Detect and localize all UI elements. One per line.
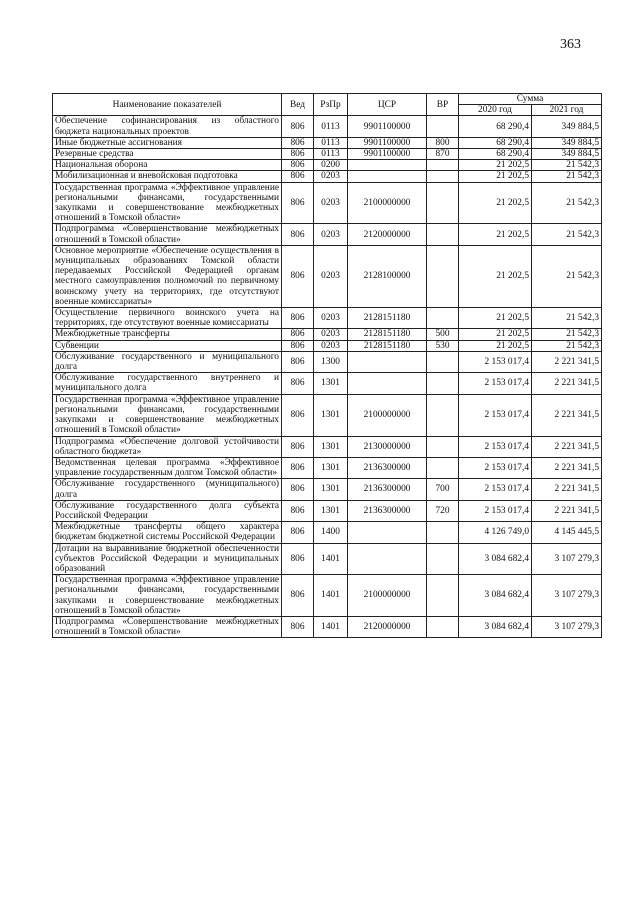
cell-sum-2020: 68 290,4 xyxy=(459,116,532,137)
col-header-2021: 2021 год xyxy=(532,105,602,116)
table-row xyxy=(53,160,602,171)
page-number: 363 xyxy=(560,37,581,52)
cell-ved: 806 xyxy=(282,575,314,617)
cell-sum-2021: 349 884,5 xyxy=(532,149,602,160)
cell-sum-2020: 68 290,4 xyxy=(459,137,532,148)
cell-name: Межбюджетные трансферты xyxy=(53,329,282,340)
table-row xyxy=(53,543,602,575)
cell-csr: 2128151180 xyxy=(348,329,427,340)
cell-vr xyxy=(427,160,459,171)
cell-ved: 806 xyxy=(282,543,314,575)
cell-rzpr: 1301 xyxy=(314,394,348,436)
col-header-rzpr: РзПр xyxy=(314,94,348,116)
cell-vr xyxy=(427,575,459,617)
table-row xyxy=(53,171,602,182)
cell-sum-2020: 3 084 682,4 xyxy=(459,616,532,637)
cell-sum-2021: 21 542,3 xyxy=(532,329,602,340)
table-row xyxy=(53,616,602,637)
cell-sum-2020: 2 153 017,4 xyxy=(459,436,532,457)
table-row xyxy=(53,575,602,617)
cell-sum-2021: 4 145 445,5 xyxy=(532,522,602,543)
cell-ved: 806 xyxy=(282,436,314,457)
cell-sum-2021: 2 221 341,5 xyxy=(532,373,602,394)
cell-ved: 806 xyxy=(282,171,314,182)
cell-sum-2020: 2 153 017,4 xyxy=(459,500,532,521)
cell-rzpr: 0203 xyxy=(314,329,348,340)
cell-csr: 2136300000 xyxy=(348,479,427,500)
col-header-csr: ЦСР xyxy=(348,94,427,116)
cell-sum-2020: 3 084 682,4 xyxy=(459,575,532,617)
cell-csr xyxy=(348,160,427,171)
cell-vr xyxy=(427,308,459,329)
cell-rzpr: 0203 xyxy=(314,171,348,182)
cell-name: Государственная программа «Эффективное управление региональными финансами, государственными закупками и совершенствование межбюджетных отношений в Томской области» xyxy=(53,394,282,436)
cell-csr xyxy=(348,351,427,372)
cell-vr: 530 xyxy=(427,340,459,351)
col-header-sum: Сумма xyxy=(459,94,602,105)
cell-sum-2020: 4 126 749,0 xyxy=(459,522,532,543)
cell-csr: 2100000000 xyxy=(348,394,427,436)
cell-csr: 2128151180 xyxy=(348,308,427,329)
table-row xyxy=(53,436,602,457)
table-row xyxy=(53,329,602,340)
cell-sum-2020: 21 202,5 xyxy=(459,329,532,340)
cell-ved: 806 xyxy=(282,616,314,637)
cell-sum-2020: 21 202,5 xyxy=(459,160,532,171)
cell-name: Резервные средства xyxy=(53,149,282,160)
cell-rzpr: 1301 xyxy=(314,457,348,478)
cell-sum-2020: 68 290,4 xyxy=(459,149,532,160)
cell-sum-2021: 2 221 341,5 xyxy=(532,500,602,521)
cell-vr xyxy=(427,116,459,137)
cell-vr: 720 xyxy=(427,500,459,521)
cell-sum-2021: 3 107 279,3 xyxy=(532,616,602,637)
cell-name: Межбюджетные трансферты общего характера бюджетам бюджетной системы Российской Федерации xyxy=(53,522,282,543)
cell-csr: 9901100000 xyxy=(348,137,427,148)
cell-name: Государственная программа «Эффективное управление региональными финансами, государственными закупками и совершенствование межбюджетных отношений в Томской области» xyxy=(53,182,282,224)
cell-vr xyxy=(427,245,459,307)
cell-ved: 806 xyxy=(282,308,314,329)
table-row xyxy=(53,479,602,500)
cell-csr: 2120000000 xyxy=(348,616,427,637)
cell-vr xyxy=(427,351,459,372)
col-header-name: Наименование показателей xyxy=(53,94,282,116)
table-row xyxy=(53,137,602,148)
cell-vr: 870 xyxy=(427,149,459,160)
cell-rzpr: 1400 xyxy=(314,522,348,543)
cell-vr xyxy=(427,436,459,457)
table-row xyxy=(53,149,602,160)
cell-name: Дотации на выравнивание бюджетной обеспеченности субъектов Российской Федерации и муниципальных образований xyxy=(53,543,282,575)
cell-ved: 806 xyxy=(282,137,314,148)
cell-sum-2021: 2 221 341,5 xyxy=(532,436,602,457)
cell-name: Государственная программа «Эффективное управление региональными финансами, государственными закупками и совершенствование межбюджетных отношений в Томской области» xyxy=(53,575,282,617)
cell-csr xyxy=(348,522,427,543)
cell-csr xyxy=(348,543,427,575)
cell-ved: 806 xyxy=(282,224,314,245)
cell-name: Подпрограмма «Совершенствование межбюджетных отношений в Томской области» xyxy=(53,616,282,637)
table-row xyxy=(53,308,602,329)
cell-sum-2020: 21 202,5 xyxy=(459,224,532,245)
cell-ved: 806 xyxy=(282,351,314,372)
col-header-vr: ВР xyxy=(427,94,459,116)
cell-sum-2021: 3 107 279,3 xyxy=(532,575,602,617)
table-row xyxy=(53,340,602,351)
cell-vr: 800 xyxy=(427,137,459,148)
cell-sum-2021: 2 221 341,5 xyxy=(532,457,602,478)
cell-name: Национальная оборона xyxy=(53,160,282,171)
cell-sum-2021: 21 542,3 xyxy=(532,171,602,182)
col-header-2020: 2020 год xyxy=(459,105,532,116)
table-row xyxy=(53,373,602,394)
cell-rzpr: 1401 xyxy=(314,575,348,617)
cell-name: Ведомственная целевая программа «Эффективное управление государственным долгом Томской области» xyxy=(53,457,282,478)
table-row xyxy=(53,224,602,245)
cell-vr xyxy=(427,616,459,637)
cell-ved: 806 xyxy=(282,373,314,394)
cell-vr xyxy=(427,171,459,182)
cell-name: Обслуживание государственного и муниципального долга xyxy=(53,351,282,372)
cell-csr xyxy=(348,373,427,394)
cell-rzpr: 1401 xyxy=(314,616,348,637)
cell-sum-2020: 21 202,5 xyxy=(459,171,532,182)
cell-rzpr: 0113 xyxy=(314,149,348,160)
cell-rzpr: 0203 xyxy=(314,182,348,224)
cell-csr: 2130000000 xyxy=(348,436,427,457)
cell-csr: 2128151180 xyxy=(348,340,427,351)
cell-ved: 806 xyxy=(282,182,314,224)
cell-sum-2021: 21 542,3 xyxy=(532,308,602,329)
cell-vr: 500 xyxy=(427,329,459,340)
cell-name: Обслуживание государственного (муниципального) долга xyxy=(53,479,282,500)
cell-rzpr: 1301 xyxy=(314,373,348,394)
cell-sum-2021: 349 884,5 xyxy=(532,116,602,137)
cell-vr: 700 xyxy=(427,479,459,500)
cell-ved: 806 xyxy=(282,522,314,543)
cell-rzpr: 1301 xyxy=(314,436,348,457)
cell-rzpr: 1301 xyxy=(314,479,348,500)
cell-csr: 9901100000 xyxy=(348,116,427,137)
cell-sum-2020: 2 153 017,4 xyxy=(459,373,532,394)
cell-sum-2021: 21 542,3 xyxy=(532,160,602,171)
budget-table xyxy=(52,93,602,638)
cell-rzpr: 0200 xyxy=(314,160,348,171)
cell-rzpr: 1401 xyxy=(314,543,348,575)
cell-name: Обслуживание государственного долга субъекта Российской Федерации xyxy=(53,500,282,521)
cell-ved: 806 xyxy=(282,116,314,137)
cell-sum-2020: 21 202,5 xyxy=(459,245,532,307)
cell-vr xyxy=(427,224,459,245)
cell-sum-2021: 21 542,3 xyxy=(532,224,602,245)
cell-sum-2021: 2 221 341,5 xyxy=(532,394,602,436)
cell-vr xyxy=(427,182,459,224)
table-row xyxy=(53,522,602,543)
cell-ved: 806 xyxy=(282,340,314,351)
cell-rzpr: 0203 xyxy=(314,245,348,307)
cell-sum-2020: 2 153 017,4 xyxy=(459,394,532,436)
table-row xyxy=(53,457,602,478)
cell-csr: 9901100000 xyxy=(348,149,427,160)
cell-name: Субвенции xyxy=(53,340,282,351)
cell-sum-2020: 2 153 017,4 xyxy=(459,351,532,372)
table-body xyxy=(53,116,602,638)
cell-ved: 806 xyxy=(282,160,314,171)
cell-vr xyxy=(427,457,459,478)
cell-sum-2021: 349 884,5 xyxy=(532,137,602,148)
cell-sum-2020: 21 202,5 xyxy=(459,182,532,224)
cell-vr xyxy=(427,373,459,394)
cell-sum-2020: 2 153 017,4 xyxy=(459,479,532,500)
cell-vr xyxy=(427,543,459,575)
cell-vr xyxy=(427,394,459,436)
cell-rzpr: 0203 xyxy=(314,340,348,351)
cell-sum-2021: 2 221 341,5 xyxy=(532,479,602,500)
cell-name: Подпрограмма «Обеспечение долговой устойчивости областного бюджета» xyxy=(53,436,282,457)
cell-ved: 806 xyxy=(282,500,314,521)
cell-name: Мобилизационная и вневойсковая подготовка xyxy=(53,171,282,182)
cell-rzpr: 1300 xyxy=(314,351,348,372)
cell-ved: 806 xyxy=(282,479,314,500)
header-row xyxy=(53,94,602,105)
cell-ved: 806 xyxy=(282,457,314,478)
cell-name: Иные бюджетные ассигнования xyxy=(53,137,282,148)
table-row xyxy=(53,182,602,224)
table-row xyxy=(53,245,602,307)
cell-sum-2020: 3 084 682,4 xyxy=(459,543,532,575)
cell-sum-2021: 2 221 341,5 xyxy=(532,351,602,372)
cell-name: Подпрограмма «Совершенствование межбюджетных отношений в Томской области» xyxy=(53,224,282,245)
cell-name: Обслуживание государственного внутреннего и муниципального долга xyxy=(53,373,282,394)
cell-csr: 2136300000 xyxy=(348,457,427,478)
col-header-ved: Вед xyxy=(282,94,314,116)
cell-vr xyxy=(427,522,459,543)
table-row xyxy=(53,351,602,372)
cell-sum-2021: 21 542,3 xyxy=(532,245,602,307)
cell-csr: 2100000000 xyxy=(348,182,427,224)
table-row xyxy=(53,500,602,521)
cell-sum-2021: 21 542,3 xyxy=(532,182,602,224)
cell-ved: 806 xyxy=(282,149,314,160)
table-row xyxy=(53,394,602,436)
cell-sum-2020: 2 153 017,4 xyxy=(459,457,532,478)
cell-rzpr: 1301 xyxy=(314,500,348,521)
cell-sum-2021: 3 107 279,3 xyxy=(532,543,602,575)
cell-csr: 2120000000 xyxy=(348,224,427,245)
cell-sum-2020: 21 202,5 xyxy=(459,308,532,329)
cell-rzpr: 0203 xyxy=(314,308,348,329)
cell-ved: 806 xyxy=(282,329,314,340)
cell-ved: 806 xyxy=(282,245,314,307)
cell-csr: 2128100000 xyxy=(348,245,427,307)
cell-rzpr: 0203 xyxy=(314,224,348,245)
cell-sum-2020: 21 202,5 xyxy=(459,340,532,351)
cell-sum-2021: 21 542,3 xyxy=(532,340,602,351)
cell-name: Основное мероприятие «Обеспечение осуществления в муниципальных образованиях Томской области передаваемых Российской Федерацией органам местного самоуправления полномочий по первичному воинскому учету на территориях, где отсутствуют военные комиссариаты» xyxy=(53,245,282,307)
cell-csr: 2136300000 xyxy=(348,500,427,521)
cell-ved: 806 xyxy=(282,394,314,436)
cell-rzpr: 0113 xyxy=(314,116,348,137)
cell-csr: 2100000000 xyxy=(348,575,427,617)
cell-name: Осуществление первичного воинского учета на территориях, где отсутствуют военные комиссариаты xyxy=(53,308,282,329)
cell-name: Обеспечение софинансирования из областного бюджета национальных проектов xyxy=(53,116,282,137)
cell-rzpr: 0113 xyxy=(314,137,348,148)
table-row xyxy=(53,116,602,137)
cell-csr xyxy=(348,171,427,182)
